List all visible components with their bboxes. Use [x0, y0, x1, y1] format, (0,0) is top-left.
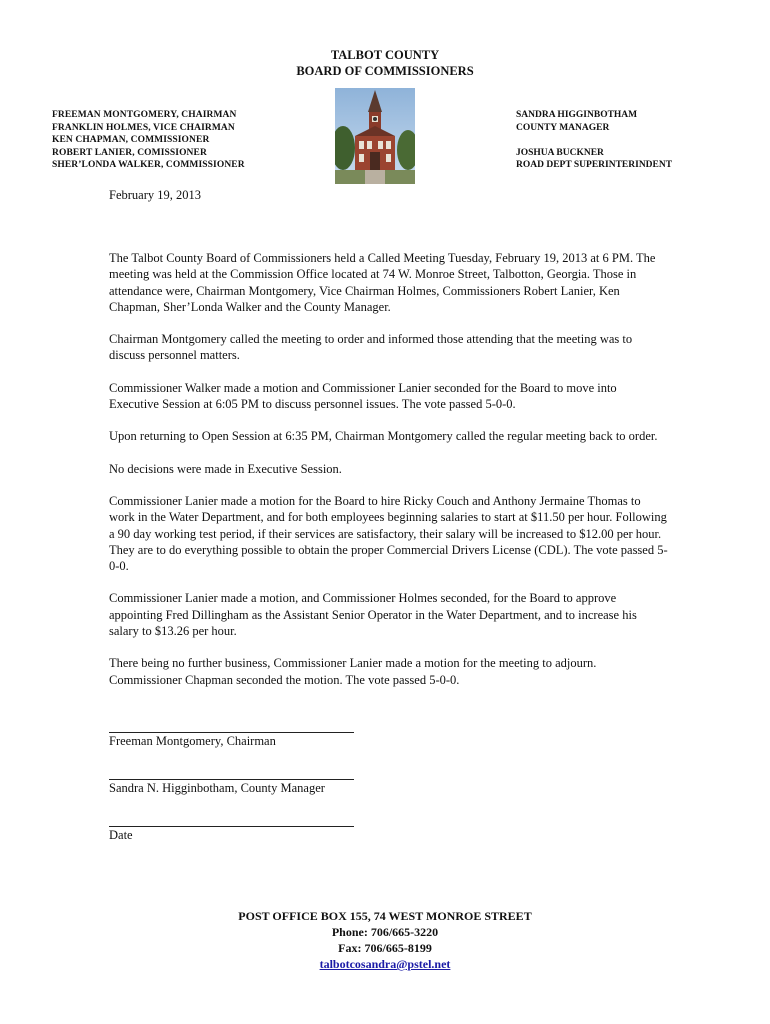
official-commissioner-lanier: ROBERT LANIER, COMISSIONER	[52, 147, 207, 158]
commissioners-list	[52, 109, 245, 172]
signature-line	[109, 718, 354, 733]
signature-section	[109, 718, 354, 859]
footer-address: POST OFFICE BOX 155, 74 WEST MONROE STREET	[238, 909, 532, 923]
road-superintendent-name: JOSHUA BUCKNER	[516, 147, 604, 158]
paragraph-appointment-motion: Commissioner Lanier made a motion, and Commissioner Holmes seconded, for the Board to approve appointing Fred Dillingham as the Assistant Senior Operator in the Water Department, and to increase his salary to $13.26 per hour.	[109, 591, 637, 639]
county-manager-name: SANDRA HIGGINBOTHAM	[516, 110, 638, 120]
paragraph-open-session: Upon returning to Open Session at 6:35 PM, Chairman Montgomery called the regular meeting back to order.	[109, 429, 658, 444]
official-commissioner-walker: SHER’LONDA WALKER, COMMISSIONER	[52, 160, 245, 170]
signature-manager	[109, 765, 354, 796]
footer-phone: Phone: 706/665-3220	[331, 925, 439, 939]
paragraph-executive-session: Commissioner Walker made a motion and Commissioner Lanier seconded for the Board to move into Executive Session at 6:05 PM to discuss personnel issues. The vote passed 5-0-0.	[109, 380, 617, 412]
county-name: TALBOT COUNTY	[330, 48, 440, 62]
letter-date: February 19, 2013	[109, 188, 201, 202]
official-vice-chairman: FRANKLIN HOLMES, VICE CHAIRMAN	[52, 122, 235, 133]
footer-email-link[interactable]: talbotcosandra@pstel.net	[319, 957, 451, 971]
signature-label-manager: Sandra N. Higginbotham, County Manager	[109, 781, 325, 795]
official-chairman: FREEMAN MONTGOMERY, CHAIRMAN	[52, 110, 237, 120]
paragraph-attendance: The Talbot County Board of Commissioners held a Called Meeting Tuesday, February 19, 2013 at 6 PM. The meeting was held at the Commission Office located at 74 W. Monroe Street, Talbotton, Georgia. Those in attendance were, Chairman Montgomery, Vice Chairman Holmes, Commissioners Robert Lanier, Ken Chapman, Sher’Londa Walker and the County Manager.	[109, 251, 656, 314]
paragraph-adjournment: There being no further business, Commissioner Lanier made a motion for the meeting to adjourn. Commissioner Chapman seconded the motion. The vote passed 5-0-0.	[109, 656, 597, 687]
signature-label-chairman: Freeman Montgomery, Chairman	[109, 734, 276, 748]
footer-contact	[0, 908, 770, 972]
county-manager-title: COUNTY MANAGER	[516, 122, 610, 133]
signature-line	[109, 765, 354, 780]
road-superintendent-title: ROAD DEPT SUPERINTERINDENT	[516, 160, 673, 170]
signature-chairman	[109, 718, 354, 749]
signature-date	[109, 812, 354, 843]
paragraph-call-to-order: Chairman Montgomery called the meeting to order and informed those attending that the meeting was to discuss personnel matters.	[109, 332, 633, 363]
staff-list	[516, 109, 672, 172]
paragraph-hiring-motion: Commissioner Lanier made a motion for the Board to hire Ricky Couch and Anthony Jermaine Thomas to work in the Water Department, and for both employees beginning salaries to start at $11.50 per hour. Following a 90 day working test period, if their services are satisfactory, their salary will be increased to $12.00 per hour. They are to do everything possible to obtain the proper Commercial Drivers License (CDL). The vote passed 5-0-0.	[109, 493, 668, 574]
paragraph-no-decisions: No decisions were made in Executive Session.	[109, 461, 342, 476]
official-commissioner-chapman: KEN CHAPMAN, COMMISSIONER	[52, 135, 210, 145]
minutes-body	[109, 250, 669, 704]
signature-label-date: Date	[109, 828, 133, 842]
board-name: BOARD OF COMMISSIONERS	[296, 64, 474, 78]
courthouse-photo	[335, 88, 415, 184]
signature-line	[109, 812, 354, 827]
footer-fax: Fax: 706/665-8199	[338, 941, 432, 955]
